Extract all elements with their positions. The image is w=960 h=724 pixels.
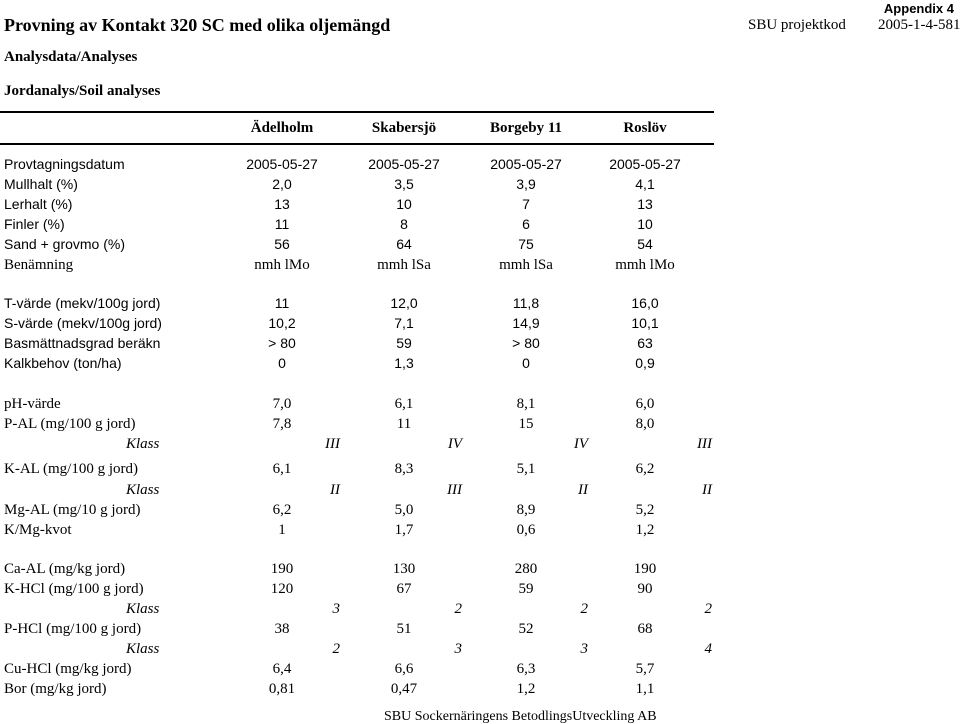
table-cell: 2005-05-27	[490, 156, 562, 172]
table-cell: 6,3	[516, 661, 536, 677]
table-cell: 8,1	[516, 396, 536, 412]
table-cell: 13	[637, 196, 653, 212]
row-label: K-HCl (mg/100 g jord)	[4, 581, 144, 597]
column-header: Ädelholm	[250, 120, 314, 136]
table-cell: > 80	[268, 335, 296, 351]
klass-cell: IV	[447, 436, 462, 452]
row-label: Basmättnadsgrad beräkn	[4, 335, 161, 351]
table-cell: 1	[278, 522, 286, 538]
table-cell: 190	[633, 561, 657, 577]
table-cell: 6,2	[635, 461, 655, 477]
row-label: Mg-AL (mg/10 g jord)	[4, 502, 141, 518]
row-label: S-värde (mekv/100g jord)	[4, 315, 162, 331]
table-cell: 5,0	[394, 502, 414, 518]
table-cell: 5,1	[516, 461, 536, 477]
klass-cell: 2	[580, 601, 588, 617]
table-cell: 10	[637, 216, 653, 232]
klass-cell: 3	[580, 641, 588, 657]
row-label: Mullhalt (%)	[4, 176, 78, 192]
row-label: Provtagningsdatum	[4, 156, 125, 172]
table-cell: 67	[396, 581, 412, 597]
klass-cell: IV	[573, 436, 588, 452]
table-cell: 51	[396, 621, 412, 637]
table-cell: 6,1	[272, 461, 292, 477]
row-label: Bor (mg/kg jord)	[4, 681, 107, 697]
table-cell: 54	[637, 236, 653, 252]
row-label: P-HCl (mg/100 g jord)	[4, 621, 142, 637]
klass-cell: II	[578, 482, 588, 498]
table-cell: 7,8	[272, 416, 292, 432]
appendix-label: Appendix 4	[883, 1, 954, 16]
table-cell: 6,1	[394, 396, 414, 412]
table-cell: 1,7	[394, 522, 414, 538]
klass-cell: 2	[332, 641, 340, 657]
table-cell: 8,0	[635, 416, 655, 432]
table-cell: 1,2	[635, 522, 655, 538]
klass-cell: III	[447, 482, 462, 498]
column-header: Roslöv	[623, 120, 667, 136]
row-label: Finler (%)	[4, 216, 65, 232]
klass-cell: 2	[454, 601, 462, 617]
table-cell: 6	[522, 216, 530, 232]
table-cell: 2,0	[272, 176, 292, 192]
klass-cell: II	[702, 482, 712, 498]
table-cell: 8,3	[394, 461, 414, 477]
row-label: Sand + grovmo (%)	[4, 236, 125, 252]
table-cell: 11	[274, 295, 290, 311]
klass-cell: III	[697, 436, 712, 452]
table-cell: 8,9	[516, 502, 536, 518]
klass-cell: 4	[704, 641, 712, 657]
table-cell: 0,81	[268, 681, 296, 697]
table-cell: 2005-05-27	[609, 156, 681, 172]
klass-label: Klass	[126, 641, 160, 657]
row-label: K-AL (mg/100 g jord)	[4, 461, 139, 477]
table-cell: 11	[396, 416, 412, 432]
table-cell: 6,2	[272, 502, 292, 518]
klass-cell: 3	[454, 641, 462, 657]
table-header-rule	[0, 143, 714, 145]
table-cell: 0	[278, 355, 286, 371]
table-cell: 64	[396, 236, 412, 252]
table-cell: 52	[518, 621, 534, 637]
column-header: Skabersjö	[371, 120, 437, 136]
table-cell: 59	[396, 335, 412, 351]
table-cell: mmh lSa	[499, 257, 553, 273]
table-cell: 13	[274, 196, 290, 212]
row-label: Kalkbehov (ton/ha)	[4, 355, 122, 371]
table-cell: 15	[518, 416, 534, 432]
table-cell: 190	[270, 561, 294, 577]
table-cell: 4,1	[635, 176, 655, 192]
table-cell: > 80	[512, 335, 540, 351]
table-cell: 63	[637, 335, 653, 351]
table-cell: 16,0	[631, 295, 659, 311]
table-cell: 1,3	[394, 355, 414, 371]
row-label: T-värde (mekv/100g jord)	[4, 295, 161, 311]
table-cell: 6,0	[635, 396, 655, 412]
table-cell: 3,9	[516, 176, 536, 192]
klass-label: Klass	[126, 482, 160, 498]
table-top-rule	[0, 111, 714, 113]
table-cell: 1,1	[635, 681, 655, 697]
column-header: Borgeby 11	[489, 120, 563, 136]
table-cell: 90	[637, 581, 653, 597]
row-label: K/Mg-kvot	[4, 522, 72, 538]
table-cell: 11,8	[512, 295, 540, 311]
row-label: P-AL (mg/100 g jord)	[4, 416, 136, 432]
table-cell: 10	[396, 196, 412, 212]
table-cell: 68	[637, 621, 653, 637]
table-cell: 0,6	[516, 522, 536, 538]
table-cell: 38	[274, 621, 290, 637]
table-cell: 56	[274, 236, 290, 252]
table-cell: 5,7	[635, 661, 655, 677]
table-cell: 280	[514, 561, 538, 577]
table-cell: 6,6	[394, 661, 414, 677]
table-cell: 10,1	[631, 315, 659, 331]
table-cell: 2005-05-27	[246, 156, 318, 172]
table-cell: 1,2	[516, 681, 536, 697]
table-cell: 5,2	[635, 502, 655, 518]
table-cell: 10,2	[268, 315, 296, 331]
klass-cell: II	[330, 482, 340, 498]
table-cell: 0,9	[635, 355, 655, 371]
klass-cell: 2	[704, 601, 712, 617]
row-label: Benämning	[4, 257, 74, 273]
row-label: Ca-AL (mg/kg jord)	[4, 561, 126, 577]
project-code: 2005-1-4-581	[878, 17, 960, 33]
klass-cell: III	[325, 436, 340, 452]
table-cell: 7,1	[394, 315, 414, 331]
section-heading-jordanalys: Jordanalys/Soil analyses	[4, 83, 161, 99]
table-cell: 7	[522, 196, 530, 212]
row-label: Cu-HCl (mg/kg jord)	[4, 661, 132, 677]
document-title: Provning av Kontakt 320 SC med olika oljemängd	[4, 15, 391, 35]
table-cell: 75	[518, 236, 534, 252]
row-label: pH-värde	[4, 396, 61, 412]
project-code-label: SBU projektkod	[748, 17, 846, 33]
klass-cell: 3	[332, 601, 340, 617]
section-heading-analysdata: Analysdata/Analyses	[4, 49, 138, 65]
table-cell: 8	[400, 216, 408, 232]
footer-text: SBU Sockernäringens BetodlingsUtveckling AB	[384, 709, 657, 724]
klass-label: Klass	[126, 601, 160, 617]
table-cell: mmh lMo	[615, 257, 675, 273]
table-cell: 120	[270, 581, 294, 597]
table-cell: 11	[274, 216, 290, 232]
table-cell: 12,0	[390, 295, 418, 311]
table-cell: 130	[392, 561, 416, 577]
table-cell: 2005-05-27	[368, 156, 440, 172]
table-cell: 7,0	[272, 396, 292, 412]
table-cell: 0,47	[390, 681, 418, 697]
table-cell: 59	[518, 581, 534, 597]
table-cell: 3,5	[394, 176, 414, 192]
table-cell: nmh lMo	[254, 257, 310, 273]
table-cell: 6,4	[272, 661, 292, 677]
klass-label: Klass	[126, 436, 160, 452]
table-cell: mmh lSa	[377, 257, 431, 273]
row-label: Lerhalt (%)	[4, 196, 73, 212]
table-cell: 14,9	[512, 315, 540, 331]
table-cell: 0	[522, 355, 530, 371]
